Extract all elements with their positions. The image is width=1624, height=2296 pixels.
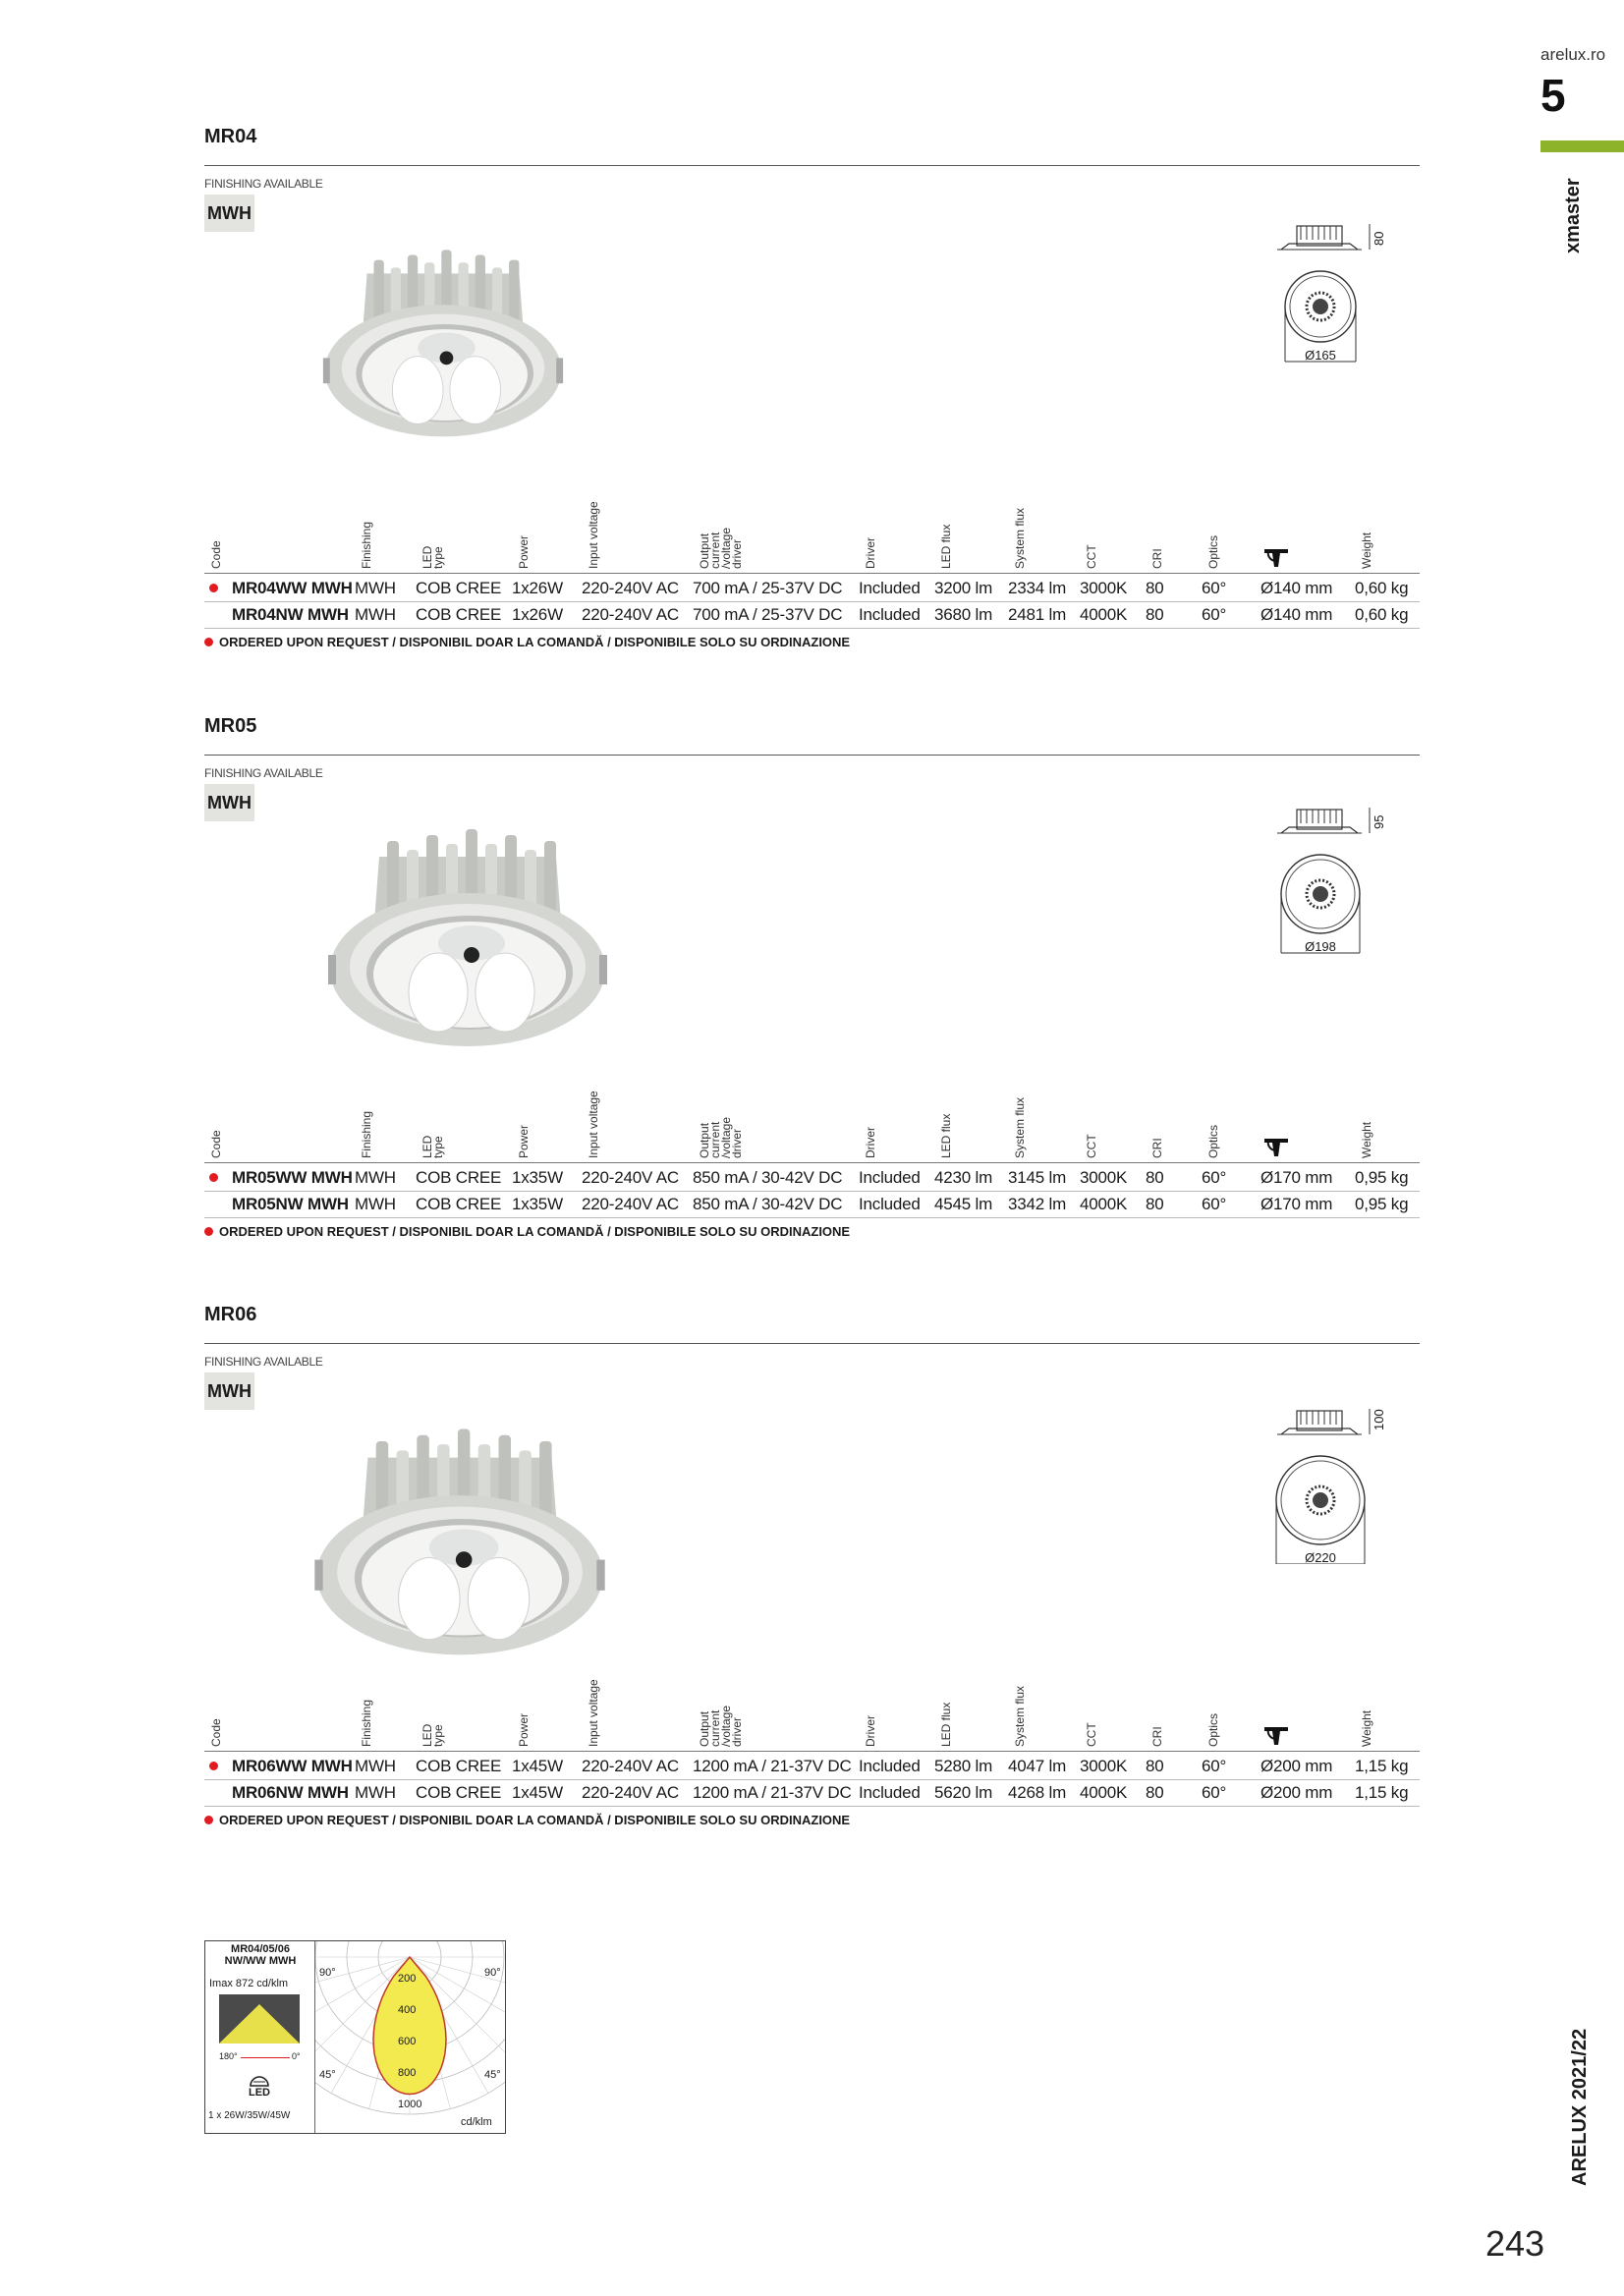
cell-input-voltage: 220-240V AC <box>582 1783 679 1802</box>
table-header-text: Power <box>517 1124 531 1158</box>
table-header-text: driver <box>730 1128 744 1158</box>
cell-cutout: Ø140 mm <box>1260 605 1333 624</box>
cell-code: MR04WW MWH <box>232 579 353 597</box>
on-request-dot <box>209 1762 218 1770</box>
cell-code: MR06NW MWH <box>232 1783 349 1802</box>
table-header-text: Code <box>209 1130 223 1158</box>
table-header-text: /voltage <box>719 527 733 569</box>
product-photo <box>314 240 572 456</box>
table-header-text: driver <box>730 1716 744 1747</box>
cell-cri: 80 <box>1146 1757 1164 1775</box>
table-header-text: CCT <box>1085 544 1098 569</box>
product-title: MR05 <box>204 715 257 737</box>
table-header-output-current-voltage-driver <box>698 1084 744 1158</box>
cell-power: 1x45W <box>512 1783 563 1802</box>
table-header-power <box>517 494 540 569</box>
cell-led-type: COB CREE <box>416 1757 502 1775</box>
photometric-legend <box>205 1941 315 2133</box>
cell-driver: Included <box>859 605 921 624</box>
table-header-text: current <box>708 532 722 569</box>
table-header-text: Weight <box>1360 1121 1373 1158</box>
polar-ring-label: 400 <box>398 2004 417 2016</box>
cell-finishing: MWH <box>355 1757 396 1775</box>
on-request-dot <box>209 584 218 592</box>
order-note <box>204 1224 850 1239</box>
table-row <box>204 1191 1420 1217</box>
polar-label-90-left: 90° <box>319 1967 336 1979</box>
cell-code: MR05NW MWH <box>232 1195 349 1213</box>
table-header-optics <box>1206 1084 1230 1158</box>
cell-optics: 60° <box>1202 1195 1227 1213</box>
cell-system-flux: 2334 lm <box>1008 579 1067 597</box>
table-header-power <box>517 1084 540 1158</box>
table-header-input-voltage <box>587 494 610 569</box>
cell-led-flux: 4230 lm <box>934 1168 993 1187</box>
cell-output: 850 mA / 30-42V DC <box>693 1168 843 1187</box>
table-header-text: current <box>708 1709 722 1747</box>
cutout-icon <box>1262 1723 1292 1747</box>
dimension-diameter-label: Ø198 <box>1305 939 1336 954</box>
cell-driver: Included <box>859 1168 921 1187</box>
cell-output: 850 mA / 30-42V DC <box>693 1195 843 1213</box>
polar-ring-label: 200 <box>398 1973 417 1985</box>
table-header-led-type <box>420 1084 445 1158</box>
table-header-finishing <box>360 1672 383 1747</box>
on-request-dot <box>204 1227 213 1236</box>
cell-led-flux: 5620 lm <box>934 1783 993 1802</box>
cell-finishing: MWH <box>355 605 396 624</box>
table-header-text: /voltage <box>719 1116 733 1158</box>
site-url: arelux.ro <box>1540 45 1606 64</box>
on-request-dot <box>209 1173 218 1182</box>
table-header-text: Finishing <box>360 1699 373 1747</box>
dimension-height-label: 95 <box>1372 814 1386 829</box>
polar-ring-label: 800 <box>398 2067 417 2079</box>
cell-optics: 60° <box>1202 1757 1227 1775</box>
dimension-drawing <box>1275 1407 1386 1569</box>
row-divider <box>204 628 1420 629</box>
dimension-diameter-label: Ø165 <box>1305 348 1336 363</box>
table-header-code <box>209 494 233 569</box>
table-header-weight <box>1360 1672 1383 1747</box>
table-header-text: Power <box>517 534 531 569</box>
order-note-text: ORDERED UPON REQUEST / DISPONIBIL DOAR LA COMANDĂ / DISPONIBILE SOLO SU ORDINAZIONE <box>219 1813 851 1827</box>
cell-cutout: Ø170 mm <box>1260 1168 1333 1187</box>
cell-led-flux: 3680 lm <box>934 605 993 624</box>
table-header-cct <box>1085 494 1108 569</box>
table-header-text: Finishing <box>360 1110 373 1158</box>
cell-led-flux: 5280 lm <box>934 1757 993 1775</box>
cell-cutout: Ø200 mm <box>1260 1783 1333 1802</box>
table-header-text: Finishing <box>360 521 373 569</box>
led-label: LED <box>249 2087 270 2099</box>
cell-led-type: COB CREE <box>416 605 502 624</box>
table-header-text: Driver <box>864 537 877 569</box>
table-header-rule <box>204 1162 1420 1163</box>
table-header-text: type <box>431 1724 445 1747</box>
table-header-text: CRI <box>1150 1726 1164 1747</box>
cell-system-flux: 4268 lm <box>1008 1783 1067 1802</box>
finishing-badge: MWH <box>204 1372 254 1410</box>
table-header-text: Weight <box>1360 532 1373 569</box>
cell-led-flux: 4545 lm <box>934 1195 993 1213</box>
spec-table <box>204 1084 1420 1280</box>
table-header-input-voltage <box>587 1672 610 1747</box>
table-header-power <box>517 1672 540 1747</box>
table-header-text: Code <box>209 540 223 569</box>
cell-system-flux: 4047 lm <box>1008 1757 1067 1775</box>
product-title: MR06 <box>204 1304 257 1325</box>
cell-output: 700 mA / 25-37V DC <box>693 579 843 597</box>
cell-cri: 80 <box>1146 1783 1164 1802</box>
cell-driver: Included <box>859 1195 921 1213</box>
table-header-code <box>209 1084 233 1158</box>
fixture-photo <box>295 817 641 1063</box>
table-header-text: System flux <box>1013 1685 1027 1747</box>
table-header-finishing <box>360 1084 383 1158</box>
cell-led-type: COB CREE <box>416 1168 502 1187</box>
cell-code: MR06WW MWH <box>232 1757 353 1775</box>
cell-cutout: Ø170 mm <box>1260 1195 1333 1213</box>
polar-label-90-right: 90° <box>484 1967 501 1979</box>
table-header-led-flux <box>939 494 963 569</box>
polar-unit-label: cd/klm <box>461 2116 492 2128</box>
cell-led-type: COB CREE <box>416 1783 502 1802</box>
cell-input-voltage: 220-240V AC <box>582 1168 679 1187</box>
table-header-text: LED <box>420 1723 434 1747</box>
table-row <box>204 575 1420 601</box>
table-row <box>204 1164 1420 1191</box>
angle-0-label: 0° <box>292 2051 301 2061</box>
table-header-led-flux <box>939 1084 963 1158</box>
cell-weight: 0,95 kg <box>1355 1195 1409 1213</box>
table-header-text: Weight <box>1360 1709 1373 1747</box>
product-section-mr06 <box>204 1304 1420 1854</box>
table-header-text: Output <box>698 1710 711 1747</box>
cell-finishing: MWH <box>355 1168 396 1187</box>
table-header-text: CRI <box>1150 548 1164 569</box>
spec-table <box>204 1672 1420 1869</box>
cell-finishing: MWH <box>355 1783 396 1802</box>
table-header-driver <box>864 494 887 569</box>
product-photo <box>307 1417 613 1677</box>
table-header-cri <box>1150 1672 1174 1747</box>
fixture-photo <box>307 1417 613 1672</box>
table-header-text: CCT <box>1085 1722 1098 1747</box>
cell-cri: 80 <box>1146 1168 1164 1187</box>
cell-led-type: COB CREE <box>416 579 502 597</box>
cell-driver: Included <box>859 1757 921 1775</box>
finishing-label: FINISHING AVAILABLE <box>204 177 323 191</box>
photometric-diagram <box>204 1940 506 2134</box>
product-title: MR04 <box>204 126 257 147</box>
cell-weight: 0,95 kg <box>1355 1168 1409 1187</box>
cell-cct: 3000K <box>1080 579 1128 597</box>
table-header-optics <box>1206 494 1230 569</box>
cell-code: MR05WW MWH <box>232 1168 353 1187</box>
table-header-text: LED flux <box>939 524 953 569</box>
cell-cct: 4000K <box>1080 1195 1128 1213</box>
product-section-mr04 <box>204 126 1420 676</box>
photometric-imax: Imax 872 cd/klm <box>209 1978 289 1989</box>
brand-tag: xmaster <box>1562 178 1584 253</box>
section-divider <box>204 1343 1420 1344</box>
dimension-drawing <box>1275 806 1386 968</box>
table-header-cct <box>1085 1084 1108 1158</box>
cell-system-flux: 2481 lm <box>1008 605 1067 624</box>
cell-driver: Included <box>859 579 921 597</box>
table-header-text: current <box>708 1121 722 1158</box>
on-request-dot <box>204 1816 213 1824</box>
cell-cct: 3000K <box>1080 1757 1128 1775</box>
table-header-cct <box>1085 1672 1108 1747</box>
table-header-text: Optics <box>1206 1124 1220 1158</box>
finishing-label: FINISHING AVAILABLE <box>204 766 323 780</box>
table-row <box>204 1753 1420 1779</box>
angle-180-label: 180° <box>219 2051 238 2061</box>
cell-weight: 1,15 kg <box>1355 1757 1409 1775</box>
table-header-text: driver <box>730 538 744 569</box>
order-note-text: ORDERED UPON REQUEST / DISPONIBIL DOAR LA COMANDĂ / DISPONIBILE SOLO SU ORDINAZIONE <box>219 1224 851 1239</box>
cell-power: 1x35W <box>512 1168 563 1187</box>
table-header-text: Driver <box>864 1715 877 1747</box>
table-header-text: Power <box>517 1712 531 1747</box>
table-header-text: CRI <box>1150 1138 1164 1158</box>
cell-input-voltage: 220-240V AC <box>582 579 679 597</box>
cell-optics: 60° <box>1202 1168 1227 1187</box>
cell-system-flux: 3342 lm <box>1008 1195 1067 1213</box>
cell-finishing: MWH <box>355 579 396 597</box>
table-row <box>204 1779 1420 1806</box>
cell-input-voltage: 220-240V AC <box>582 1757 679 1775</box>
cell-weight: 0,60 kg <box>1355 605 1409 624</box>
finishing-label: FINISHING AVAILABLE <box>204 1355 323 1369</box>
cell-output: 1200 mA / 21-37V DC <box>693 1757 852 1775</box>
photometric-title-line1: MR04/05/06 <box>231 1943 290 1955</box>
table-header-rule <box>204 1751 1420 1752</box>
cell-power: 1x35W <box>512 1195 563 1213</box>
dimension-height-label: 80 <box>1372 231 1386 246</box>
table-header-text: Code <box>209 1718 223 1747</box>
table-header-text: type <box>431 546 445 569</box>
cell-input-voltage: 220-240V AC <box>582 1195 679 1213</box>
cell-optics: 60° <box>1202 605 1227 624</box>
polar-ring-label: 1000 <box>398 2099 422 2110</box>
table-header-text: LED flux <box>939 1113 953 1158</box>
beam-icon <box>219 1994 300 2044</box>
table-header-led-type <box>420 1672 445 1747</box>
spec-table <box>204 494 1420 691</box>
table-row <box>204 601 1420 628</box>
photometric-title <box>205 1943 315 1967</box>
table-header-weight <box>1360 1084 1383 1158</box>
cell-weight: 1,15 kg <box>1355 1783 1409 1802</box>
table-header-output-current-voltage-driver <box>698 494 744 569</box>
cell-system-flux: 3145 lm <box>1008 1168 1067 1187</box>
product-photo <box>295 817 641 1068</box>
cell-cutout: Ø200 mm <box>1260 1757 1333 1775</box>
polar-chart <box>315 1941 505 2133</box>
table-header-text: type <box>431 1136 445 1158</box>
cutout-icon <box>1262 1135 1292 1158</box>
table-header-text: Output <box>698 532 711 569</box>
table-header-rule <box>204 573 1420 574</box>
table-header-text: LED <box>420 545 434 569</box>
table-header-input-voltage <box>587 1084 610 1158</box>
cell-cri: 80 <box>1146 579 1164 597</box>
cell-cri: 80 <box>1146 605 1164 624</box>
polar-ring-label: 600 <box>398 2036 417 2047</box>
cell-optics: 60° <box>1202 579 1227 597</box>
cell-led-flux: 3200 lm <box>934 579 993 597</box>
cell-cri: 80 <box>1146 1195 1164 1213</box>
polar-label-45-right: 45° <box>484 2069 501 2081</box>
cell-output: 1200 mA / 21-37V DC <box>693 1783 852 1802</box>
table-header-led-type <box>420 494 445 569</box>
cutout-icon <box>1262 545 1292 569</box>
table-header-optics <box>1206 1672 1230 1747</box>
page-number: 243 <box>1485 2223 1545 2264</box>
table-header-text: Input voltage <box>587 1091 600 1158</box>
angle-line <box>241 2057 290 2058</box>
cell-cutout: Ø140 mm <box>1260 579 1333 597</box>
cell-led-type: COB CREE <box>416 1195 502 1213</box>
cell-weight: 0,60 kg <box>1355 579 1409 597</box>
table-header-text: CCT <box>1085 1134 1098 1158</box>
table-header-code <box>209 1672 233 1747</box>
dimension-drawing <box>1275 222 1386 384</box>
finishing-badge: MWH <box>204 784 254 821</box>
dimension-sketch <box>1275 1407 1383 1564</box>
table-header-cri <box>1150 494 1174 569</box>
table-header-driver <box>864 1672 887 1747</box>
table-header-text: Input voltage <box>587 1679 600 1747</box>
cell-output: 700 mA / 25-37V DC <box>693 605 843 624</box>
cell-input-voltage: 220-240V AC <box>582 605 679 624</box>
table-header-led-flux <box>939 1672 963 1747</box>
table-header-text: LED <box>420 1135 434 1158</box>
dimension-height-label: 100 <box>1372 1409 1386 1430</box>
table-header-cri <box>1150 1084 1174 1158</box>
table-header-weight <box>1360 494 1383 569</box>
table-header-text: Output <box>698 1122 711 1158</box>
cell-power: 1x26W <box>512 579 563 597</box>
section-divider <box>204 165 1420 166</box>
table-header-text: System flux <box>1013 507 1027 569</box>
table-header-output-current-voltage-driver <box>698 1672 744 1747</box>
product-section-mr05 <box>204 715 1420 1265</box>
catalog-tag: ARELUX 2021/22 <box>1569 2028 1591 2186</box>
cell-finishing: MWH <box>355 1195 396 1213</box>
finishing-badge: MWH <box>204 195 254 232</box>
cell-driver: Included <box>859 1783 921 1802</box>
order-note <box>204 635 850 649</box>
dimension-diameter-label: Ø220 <box>1305 1550 1336 1565</box>
row-divider <box>204 1806 1420 1807</box>
row-divider <box>204 1217 1420 1218</box>
table-header-text: /voltage <box>719 1705 733 1747</box>
cell-power: 1x45W <box>512 1757 563 1775</box>
table-header-text: Optics <box>1206 534 1220 569</box>
photometric-power: 1 x 26W/35W/45W <box>208 2110 291 2121</box>
table-header-text: Driver <box>864 1127 877 1158</box>
cell-cct: 4000K <box>1080 1783 1128 1802</box>
table-header-finishing <box>360 494 383 569</box>
lamp-icon <box>249 2073 270 2087</box>
table-header-driver <box>864 1084 887 1158</box>
section-divider <box>204 755 1420 756</box>
order-note-text: ORDERED UPON REQUEST / DISPONIBIL DOAR LA COMANDĂ / DISPONIBILE SOLO SU ORDINAZIONE <box>219 635 851 649</box>
table-header-text: System flux <box>1013 1096 1027 1158</box>
polar-label-45-left: 45° <box>319 2069 336 2081</box>
on-request-dot <box>204 638 213 646</box>
table-header-text: LED flux <box>939 1702 953 1747</box>
fixture-photo <box>314 240 572 451</box>
chapter-number: 5 <box>1540 70 1566 121</box>
cell-power: 1x26W <box>512 605 563 624</box>
order-note <box>204 1813 850 1827</box>
cell-cct: 4000K <box>1080 605 1128 624</box>
cell-optics: 60° <box>1202 1783 1227 1802</box>
table-header-text: Input voltage <box>587 501 600 569</box>
photometric-title-line2: NW/WW MWH <box>224 1955 297 1967</box>
cell-cct: 3000K <box>1080 1168 1128 1187</box>
table-header-text: Optics <box>1206 1712 1220 1747</box>
cell-code: MR04NW MWH <box>232 605 349 624</box>
chapter-accent-bar <box>1540 140 1624 152</box>
